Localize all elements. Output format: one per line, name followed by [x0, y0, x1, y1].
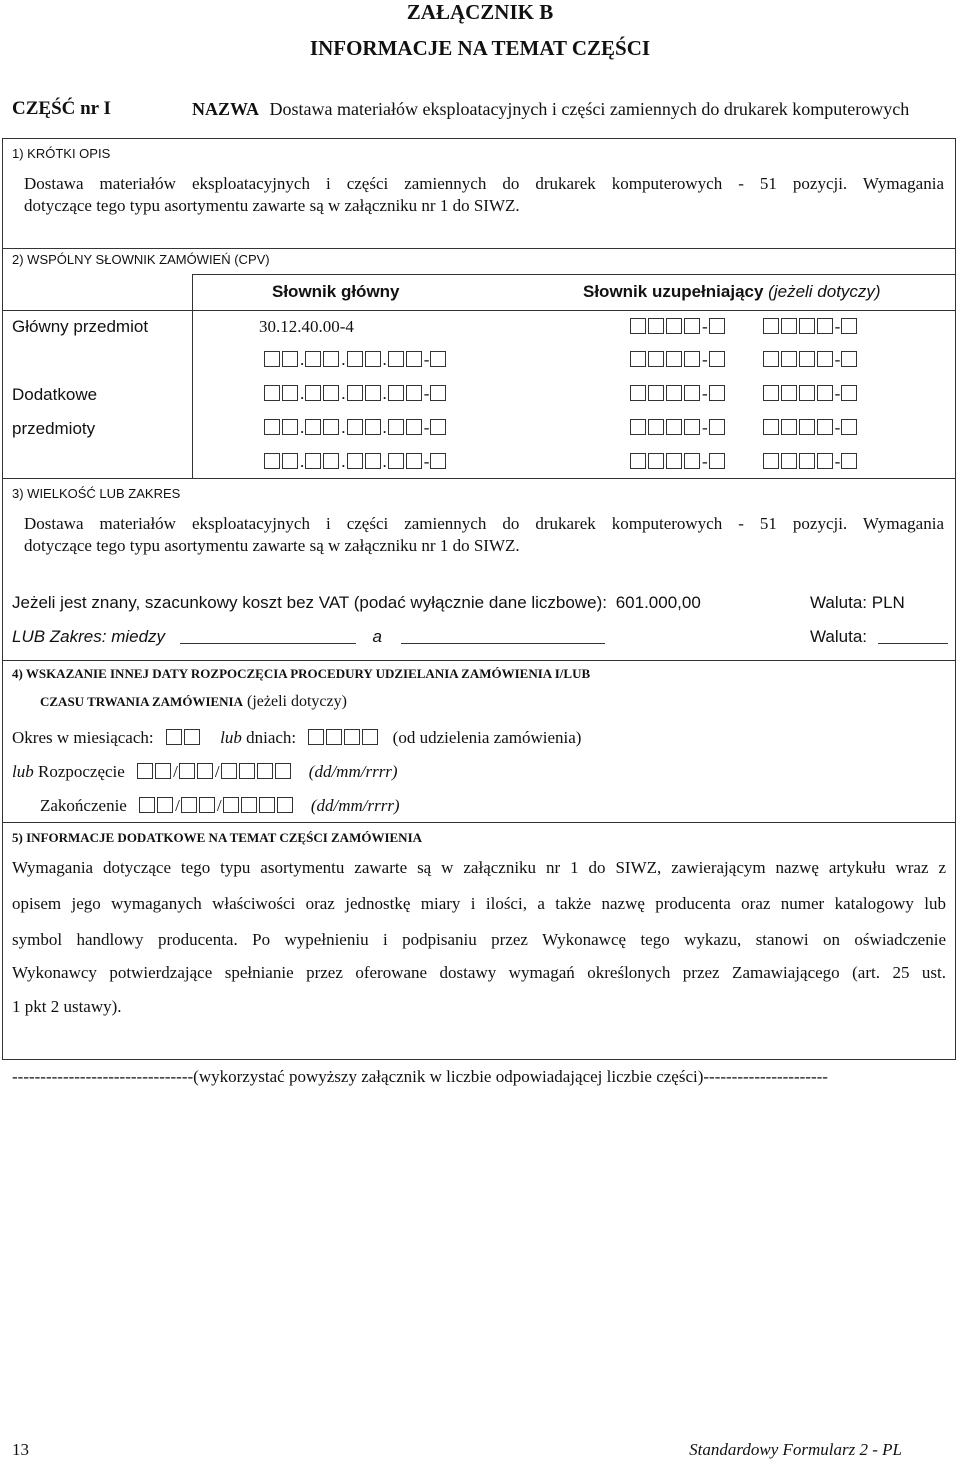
supp-char-box[interactable] — [684, 419, 700, 435]
supp-code-row-2 — [630, 384, 859, 404]
dash-separator: - — [834, 418, 841, 437]
document-subtitle: INFORMACJE NA TEMAT CZĘŚCI — [309, 36, 651, 60]
code-digit-box[interactable] — [305, 453, 321, 469]
cpv-header-top — [192, 274, 956, 275]
code-digit-box[interactable] — [323, 419, 339, 435]
start-year-box[interactable] — [275, 763, 291, 779]
cpv-supp-dict-label: Słownik uzupełniający — [583, 282, 764, 301]
section5-text-line4: Wykonawcy potwierdzające spełnianie przez oferowane dostawy wymagań określonych przez Zamawiającego (art. 25 ust. — [12, 963, 946, 982]
start-year-box[interactable] — [221, 763, 237, 779]
dash-separator: - — [702, 418, 708, 437]
code-digit-box[interactable] — [282, 419, 298, 435]
code-digit-box[interactable] — [282, 351, 298, 367]
end-day-box[interactable] — [139, 797, 155, 813]
supp-char-box[interactable] — [763, 453, 779, 469]
supp-char-box[interactable] — [817, 318, 833, 334]
slash-separator: / — [175, 796, 180, 815]
divider-1-2 — [2, 248, 956, 249]
code-digit-box[interactable] — [323, 453, 339, 469]
section1-text-line1: Dostawa materiałów eksploatacyjnych i części zamiennych do drukarek komputerowych - 51 pozycji. Wymagania — [24, 174, 944, 193]
supp-char-box[interactable] — [781, 351, 797, 367]
end-date-row — [40, 796, 400, 816]
code-digit-box[interactable] — [347, 351, 363, 367]
part-name-value: Dostawa materiałów eksploatacyjnych i części zamiennych do drukarek komputerowych — [269, 99, 910, 119]
main-subject-code: 30.12.40.00-4 — [259, 317, 354, 336]
code-digit-box[interactable] — [406, 419, 422, 435]
section4-heading-line1: 4) WSKAZANIE INNEJ DATY ROZPOCZĘCIA PROCEDURY UDZIELANIA ZAMÓWIENIA I/LUB — [12, 666, 591, 681]
start-date-format: (dd/mm/rrrr) — [308, 762, 398, 781]
additional-main-code-row-4 — [264, 452, 448, 472]
supp-char-box[interactable] — [630, 453, 646, 469]
slash-separator: / — [173, 762, 178, 781]
supp-char-box[interactable] — [799, 385, 815, 401]
code-digit-box[interactable] — [282, 385, 298, 401]
dash-separator: - — [423, 452, 430, 471]
dot-separator: . — [341, 384, 346, 403]
days-box[interactable] — [362, 729, 378, 745]
supp-check-box[interactable] — [841, 419, 857, 435]
code-digit-box[interactable] — [406, 385, 422, 401]
supp-char-box[interactable] — [817, 453, 833, 469]
dot-separator: . — [341, 418, 346, 437]
end-month-box[interactable] — [199, 797, 215, 813]
dot-separator: . — [341, 350, 346, 369]
duration-row — [12, 728, 581, 748]
section2-heading: 2) WSPÓLNY SŁOWNIK ZAMÓWIEŃ (CPV) — [12, 252, 270, 267]
supp-check-box[interactable] — [709, 318, 725, 334]
code-check-box[interactable] — [430, 419, 446, 435]
start-year-box[interactable] — [257, 763, 273, 779]
code-digit-box[interactable] — [264, 419, 280, 435]
supp-char-box[interactable] — [666, 385, 682, 401]
supp-check-box[interactable] — [709, 385, 725, 401]
supp-char-box[interactable] — [630, 351, 646, 367]
supp-char-box[interactable] — [630, 318, 646, 334]
start-year-box[interactable] — [239, 763, 255, 779]
end-year-box[interactable] — [277, 797, 293, 813]
cpv-supp-dict-header — [583, 282, 881, 302]
dot-separator: . — [382, 384, 387, 403]
divider-3-4 — [2, 660, 956, 661]
supp-char-box[interactable] — [684, 385, 700, 401]
supp-char-box[interactable] — [666, 351, 682, 367]
end-year-box[interactable] — [241, 797, 257, 813]
dot-separator: . — [382, 350, 387, 369]
supp-char-box[interactable] — [763, 351, 779, 367]
code-digit-box[interactable] — [305, 419, 321, 435]
code-digit-box[interactable] — [282, 453, 298, 469]
range-to-field[interactable] — [401, 628, 605, 644]
supp-char-box[interactable] — [763, 419, 779, 435]
divider-4-5 — [2, 822, 956, 823]
end-date-format: (dd/mm/rrrr) — [310, 796, 400, 815]
supp-char-box[interactable] — [763, 318, 779, 334]
section3-text-line1: Dostawa materiałów eksploatacyjnych i części zamiennych do drukarek komputerowych - 51 pozycji. Wymagania — [24, 514, 944, 533]
supp-check-box[interactable] — [841, 351, 857, 367]
supp-code-row-main — [630, 317, 859, 337]
start-day-box[interactable] — [137, 763, 153, 779]
months-box[interactable] — [184, 729, 200, 745]
section4-heading-note: (jeżeli dotyczy) — [247, 693, 347, 710]
slash-separator: / — [214, 762, 220, 781]
dash-separator: - — [702, 317, 708, 336]
end-year-box[interactable] — [223, 797, 239, 813]
dot-separator: . — [300, 384, 305, 403]
dot-separator: . — [341, 452, 346, 471]
supp-char-box[interactable] — [684, 318, 700, 334]
code-digit-box[interactable] — [365, 453, 381, 469]
code-digit-box[interactable] — [388, 453, 404, 469]
supp-char-box[interactable] — [781, 419, 797, 435]
document-title: ZAŁĄCZNIK B — [406, 0, 554, 24]
supp-char-box[interactable] — [684, 351, 700, 367]
range-label: LUB Zakres: miedzy — [12, 627, 166, 646]
dot-separator: . — [300, 418, 305, 437]
slash-separator: / — [216, 796, 222, 815]
form-name: Standardowy Formularz 2 - PL — [689, 1440, 902, 1459]
dash-separator: - — [423, 418, 430, 437]
dash-separator: - — [702, 384, 708, 403]
supp-char-box[interactable] — [648, 351, 664, 367]
section5-heading: 5) INFORMACJE DODATKOWE NA TEMAT CZĘŚCI ZAMÓWIENIA — [12, 830, 423, 845]
months-box[interactable] — [166, 729, 182, 745]
code-digit-box[interactable] — [347, 385, 363, 401]
code-digit-box[interactable] — [264, 453, 280, 469]
dot-separator: . — [300, 350, 305, 369]
supp-char-box[interactable] — [648, 453, 664, 469]
lub-label: lub — [220, 728, 242, 747]
dash-separator: - — [423, 384, 430, 403]
main-subject-label: Główny przedmiot — [12, 317, 149, 336]
code-digit-box[interactable] — [305, 351, 321, 367]
cpv-header-bottom — [2, 310, 956, 311]
supp-char-box[interactable] — [630, 419, 646, 435]
currency2-label: Waluta: — [810, 627, 868, 646]
code-digit-box[interactable] — [264, 351, 280, 367]
supp-char-box[interactable] — [799, 419, 815, 435]
additional-main-code-row-2 — [264, 384, 448, 404]
section5-text-line3: symbol handlowy producenta. Po wypełnieniu i podpisaniu przez Wykonawcę tego wykazu, stanowi on oświadczenie — [12, 930, 946, 949]
supp-char-box[interactable] — [648, 318, 664, 334]
section4-heading-label: CZASU TRWANIA ZAMÓWIENIA — [40, 694, 244, 709]
code-digit-box[interactable] — [388, 385, 404, 401]
supp-check-box[interactable] — [709, 419, 725, 435]
supp-char-box[interactable] — [781, 453, 797, 469]
start-month-box[interactable] — [179, 763, 195, 779]
code-check-box[interactable] — [430, 453, 446, 469]
supp-char-box[interactable] — [799, 318, 815, 334]
supp-check-box[interactable] — [841, 318, 857, 334]
supp-char-box[interactable] — [630, 385, 646, 401]
range-and-label: a — [372, 627, 382, 646]
cpv-main-dict-header: Słownik główny — [272, 282, 400, 301]
supp-check-box[interactable] — [709, 351, 725, 367]
cost-label: Jeżeli jest znany, szacunkowy koszt bez VAT (podać wyłącznie dane liczbowe): — [12, 593, 607, 612]
days-box[interactable] — [344, 729, 360, 745]
supp-char-box[interactable] — [763, 385, 779, 401]
dash-separator: - — [702, 452, 708, 471]
cost-value: 601.000,00 — [615, 593, 701, 612]
supp-char-box[interactable] — [817, 351, 833, 367]
usage-note: --------------------------------(wykorzystać powyższy załącznik w liczbie odpowiadającej liczbie części)---------------------- — [12, 1067, 828, 1086]
range-from-field[interactable] — [180, 628, 356, 644]
supp-char-box[interactable] — [799, 453, 815, 469]
dot-separator: . — [300, 452, 305, 471]
code-digit-box[interactable] — [264, 385, 280, 401]
supp-char-box[interactable] — [781, 318, 797, 334]
supp-char-box[interactable] — [648, 385, 664, 401]
end-day-box[interactable] — [157, 797, 173, 813]
start-month-box[interactable] — [197, 763, 213, 779]
additional-subjects-label-1: Dodatkowe — [12, 385, 98, 404]
dot-separator: . — [382, 418, 387, 437]
months-label: Okres w miesiącach: — [12, 728, 154, 747]
code-check-box[interactable] — [430, 385, 446, 401]
supp-char-box[interactable] — [648, 419, 664, 435]
end-month-box[interactable] — [181, 797, 197, 813]
code-digit-box[interactable] — [347, 419, 363, 435]
currency-label: Waluta: PLN — [810, 593, 905, 612]
cpv-supp-dict-note: (jeżeli dotyczy) — [768, 282, 881, 301]
supp-char-box[interactable] — [781, 385, 797, 401]
supp-char-box[interactable] — [799, 351, 815, 367]
code-digit-box[interactable] — [365, 385, 381, 401]
section1-heading: 1) KRÓTKI OPIS — [12, 146, 111, 161]
code-digit-box[interactable] — [388, 419, 404, 435]
code-digit-box[interactable] — [388, 351, 404, 367]
supp-char-box[interactable] — [666, 419, 682, 435]
supp-code-row-4 — [630, 452, 859, 472]
section3-heading: 3) WIELKOŚĆ LUB ZAKRES — [12, 486, 181, 501]
days-box[interactable] — [326, 729, 342, 745]
end-year-box[interactable] — [259, 797, 275, 813]
supp-char-box[interactable] — [666, 453, 682, 469]
start-day-box[interactable] — [155, 763, 171, 779]
code-digit-box[interactable] — [305, 385, 321, 401]
supp-check-box[interactable] — [841, 453, 857, 469]
currency2-row — [810, 627, 948, 647]
currency2-field[interactable] — [878, 628, 948, 644]
start-lub-label: lub — [12, 762, 34, 781]
section3-text-line2: dotyczące tego typu asortymentu zawarte są w załączniku nr 1 do SIWZ. — [24, 536, 520, 555]
supp-check-box[interactable] — [709, 453, 725, 469]
start-date-row — [12, 762, 398, 782]
dash-separator: - — [702, 350, 708, 369]
start-label: Rozpoczęcie — [37, 762, 125, 781]
dash-separator: - — [834, 350, 841, 369]
end-label: Zakończenie — [40, 796, 127, 815]
code-check-box[interactable] — [430, 351, 446, 367]
supp-char-box[interactable] — [817, 385, 833, 401]
supp-char-box[interactable] — [666, 318, 682, 334]
additional-subjects-label-2: przedmioty — [12, 419, 96, 438]
section1-text-line2: dotyczące tego typu asortymentu zawarte są w załączniku nr 1 do SIWZ. — [24, 196, 520, 215]
supp-code-row-3 — [630, 418, 859, 438]
section5-text-line1: Wymagania dotyczące tego typu asortymentu zawarte są w załączniku nr 1 do SIWZ, zawierającym nazwę artykułu wraz z — [12, 858, 946, 877]
cpv-column-line — [192, 274, 193, 478]
part-name-label: NAZWA — [192, 99, 260, 119]
code-digit-box[interactable] — [347, 453, 363, 469]
code-digit-box[interactable] — [406, 453, 422, 469]
code-digit-box[interactable] — [365, 351, 381, 367]
supp-check-box[interactable] — [841, 385, 857, 401]
cost-row — [12, 593, 701, 613]
section5-text-line2: opisem jego wymaganych właściwości oraz jednostkę miary i ilości, a także nazwę producenta oraz numer katalogowy lub — [12, 894, 946, 913]
dash-separator: - — [834, 452, 841, 471]
additional-main-code-row-3 — [264, 418, 448, 438]
section5-text-line5: 1 pkt 2 ustawy). — [12, 997, 122, 1016]
code-digit-box[interactable] — [323, 351, 339, 367]
divider-2-3 — [2, 478, 956, 479]
code-digit-box[interactable] — [323, 385, 339, 401]
dash-separator: - — [423, 350, 430, 369]
dash-separator: - — [834, 384, 841, 403]
supp-char-box[interactable] — [684, 453, 700, 469]
days-label: dniach: — [246, 728, 297, 747]
range-row — [12, 627, 605, 647]
dash-separator: - — [834, 317, 841, 336]
part-name-row — [192, 99, 909, 120]
days-note: (od udzielenia zamówienia) — [392, 728, 582, 747]
page-number: 13 — [12, 1440, 29, 1459]
code-digit-box[interactable] — [406, 351, 422, 367]
supp-code-row-1 — [630, 350, 859, 370]
days-box[interactable] — [308, 729, 324, 745]
dot-separator: . — [382, 452, 387, 471]
part-label: CZĘŚĆ nr I — [12, 98, 111, 119]
section4-heading-line2 — [40, 693, 347, 711]
additional-main-code-row-1 — [264, 350, 448, 370]
code-digit-box[interactable] — [365, 419, 381, 435]
supp-char-box[interactable] — [817, 419, 833, 435]
